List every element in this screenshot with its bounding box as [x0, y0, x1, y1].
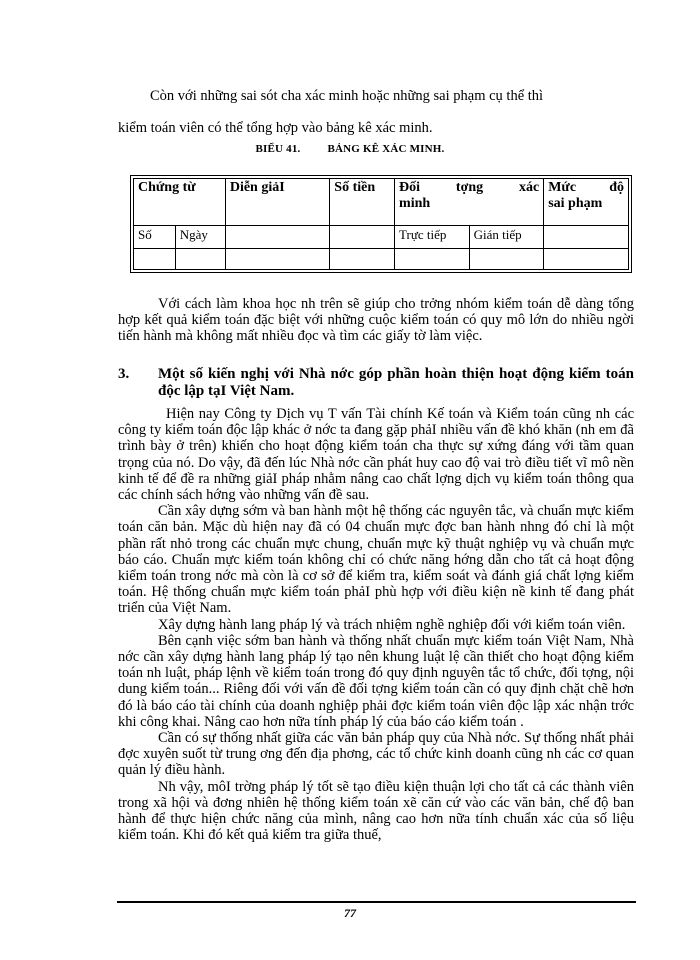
paragraph: Hiện nay Công ty Dịch vụ T vấn Tài chính Kế toán và Kiểm toán cũng nh các công ty kiểm toán độc lập khác ở nớc ta đang gặp phảI nhiều vấn đề khó khăn (nh em đã trình bày ở trên) khiến cho hoạt động kiểm toán cha thực sự xứng đáng với tầm quan trọng của nó. Do vậy, đã đến lúc Nhà nớc cần phát huy cao độ vai trò điều tiết vĩ mô nền kinh tế để đề ra những giảI pháp nhằm nâng cao chất lợng dịch vụ kiểm toán thông qua các chính sách hớng vào những vấn đề sau. [118, 406, 634, 504]
section-title: Một số kiến nghị với Nhà nớc góp phần hoàn thiện hoạt động kiểm toán độc lập tạI Việt Nam. [158, 366, 634, 399]
header-dien-giai: Diễn giảI [225, 179, 329, 226]
header-doi-tuong-line2: minh [399, 196, 431, 211]
verification-table [133, 178, 629, 270]
footer-divider [117, 901, 636, 903]
header-doi-tuong [395, 179, 544, 226]
paragraph-after-table [118, 296, 634, 344]
table-subheader-row [134, 226, 629, 249]
table-cell [175, 249, 225, 270]
paragraph: Cần có sự thống nhất giữa các văn bản pháp quy của Nhà nớc. Sự thống nhất phải đợc xuyên suốt từ trung ơng đến địa phơng, các tổ chức kinh doanh cũng nh các cơ quan quản lý điều hành. [118, 730, 634, 779]
table-cell [395, 249, 470, 270]
intro-line-2: kiểm toán viên có thể tổng hợp vào bảng kê xác minh. [118, 120, 433, 136]
table-cell [330, 226, 395, 249]
caption-title: BẢNG KÊ XÁC MINH. [327, 143, 445, 155]
section-heading [118, 366, 634, 400]
intro-line-1: Còn với những sai sót cha xác minh hoặc những sai phạm cụ thể thì [150, 88, 544, 104]
subheader-ngay: Ngày [175, 226, 225, 249]
intro-text [118, 80, 638, 144]
table-caption [0, 143, 700, 155]
header-muc-do-line2: sai phạm [548, 196, 603, 211]
table-cell [544, 226, 629, 249]
header-so-tien: Số tiền [330, 179, 395, 226]
subheader-so: Số [134, 226, 176, 249]
paragraph: Xây dựng hành lang pháp lý và trách nhiệm nghề nghiệp đối với kiểm toán viên. [158, 616, 626, 633]
subheader-gian-tiep: Gián tiếp [469, 226, 544, 249]
table-cell [225, 226, 329, 249]
table-cell [330, 249, 395, 270]
caption-label: BIỂU 41. [255, 143, 301, 155]
section-number: 3. [118, 366, 130, 382]
header-doi-tuong-w1: Đối [399, 180, 421, 195]
header-muc-do-w1: Mức [548, 180, 577, 195]
paragraph: Cần xây dựng sớm và ban hành một hệ thống các nguyên tắc, và chuẩn mực kiểm toán căn bản. Mặc dù hiện nay đã có 04 chuẩn mực đợc ban hành nhng đó chỉ là một phần rất nhỏ trong các chuẩn mực chung, chuẩn mực kỹ thuật nghiệp vụ và chuẩn mực báo cáo. Chuẩn mực kiểm toán không chỉ có chức năng hớng dẫn cho tất cả hoạt động kiểm toán trong nớc mà còn là cơ sở để kiểm tra, kiểm soát và đánh giá chất lợng kiểm toán. Hệ thống chuẩn mực kiểm toán phảI phù hợp với điều kiện nề kinh tế đang phát triển của Việt Nam. [118, 503, 634, 617]
table-cell [469, 249, 544, 270]
header-muc-do [544, 179, 629, 226]
body-text [118, 406, 634, 843]
table-cell [134, 249, 176, 270]
paragraph: Nh vậy, môI trờng pháp lý tốt sẽ tạo điều kiện thuận lợi cho tất cả các thành viên trong xã hội và đơng nhiên hệ thống kiểm toán xẽ căn cứ vào các văn bản, chế độ ban hành để thực hiện chức năng của mình, nâng cao hơn nữa tính chuẩn xác của số liệu kiểm toán. Khi đó kết quả kiểm tra giữa thuế, [118, 778, 634, 844]
table-cell [225, 249, 329, 270]
header-chung-tu: Chứng từ [134, 179, 226, 226]
paragraph: Bên cạnh việc sớm ban hành và thống nhất chuẩn mực kiểm toán Việt Nam, Nhà nớc cần xây dựng hành lang pháp lý tạo nên khung luật lệ cần thiết cho hoạt động kiểm toán nh luật, pháp lệnh về kiểm toán trong đó quy định nguyên tắc tổ chức, đối tợng, nội dung kiểm toán... Riêng đối với vấn đề đối tợng kiểm toán cần có quy định chặt chẽ hơn đó là báo cáo tài chính của doanh nghiệp phải đợc kiểm toán viên độc lập xác nhận trớc khi công khai. Nâng cao hơn nữa tính pháp lý của báo cáo kiểm toán . [118, 632, 634, 730]
header-muc-do-w2: độ [609, 180, 624, 195]
table-empty-row [134, 249, 629, 270]
header-doi-tuong-w3: xác [518, 180, 540, 195]
header-doi-tuong-w2: tợng [455, 180, 484, 195]
table-cell [544, 249, 629, 270]
subheader-truc-tiep: Trực tiếp [395, 226, 470, 249]
table-header-row [134, 179, 629, 226]
page-number: 77 [344, 906, 356, 920]
paragraph: Với cách làm khoa học nh trên sẽ giúp cho trởng nhóm kiểm toán dễ dàng tổng hợp kết quả kiểm toán đặc biệt với những cuộc kiểm toán có quy mô lớn do nhiều ngời tiến hành mà không mất nhiều đọc và tìm các giấy tờ làm việc. [118, 296, 634, 344]
